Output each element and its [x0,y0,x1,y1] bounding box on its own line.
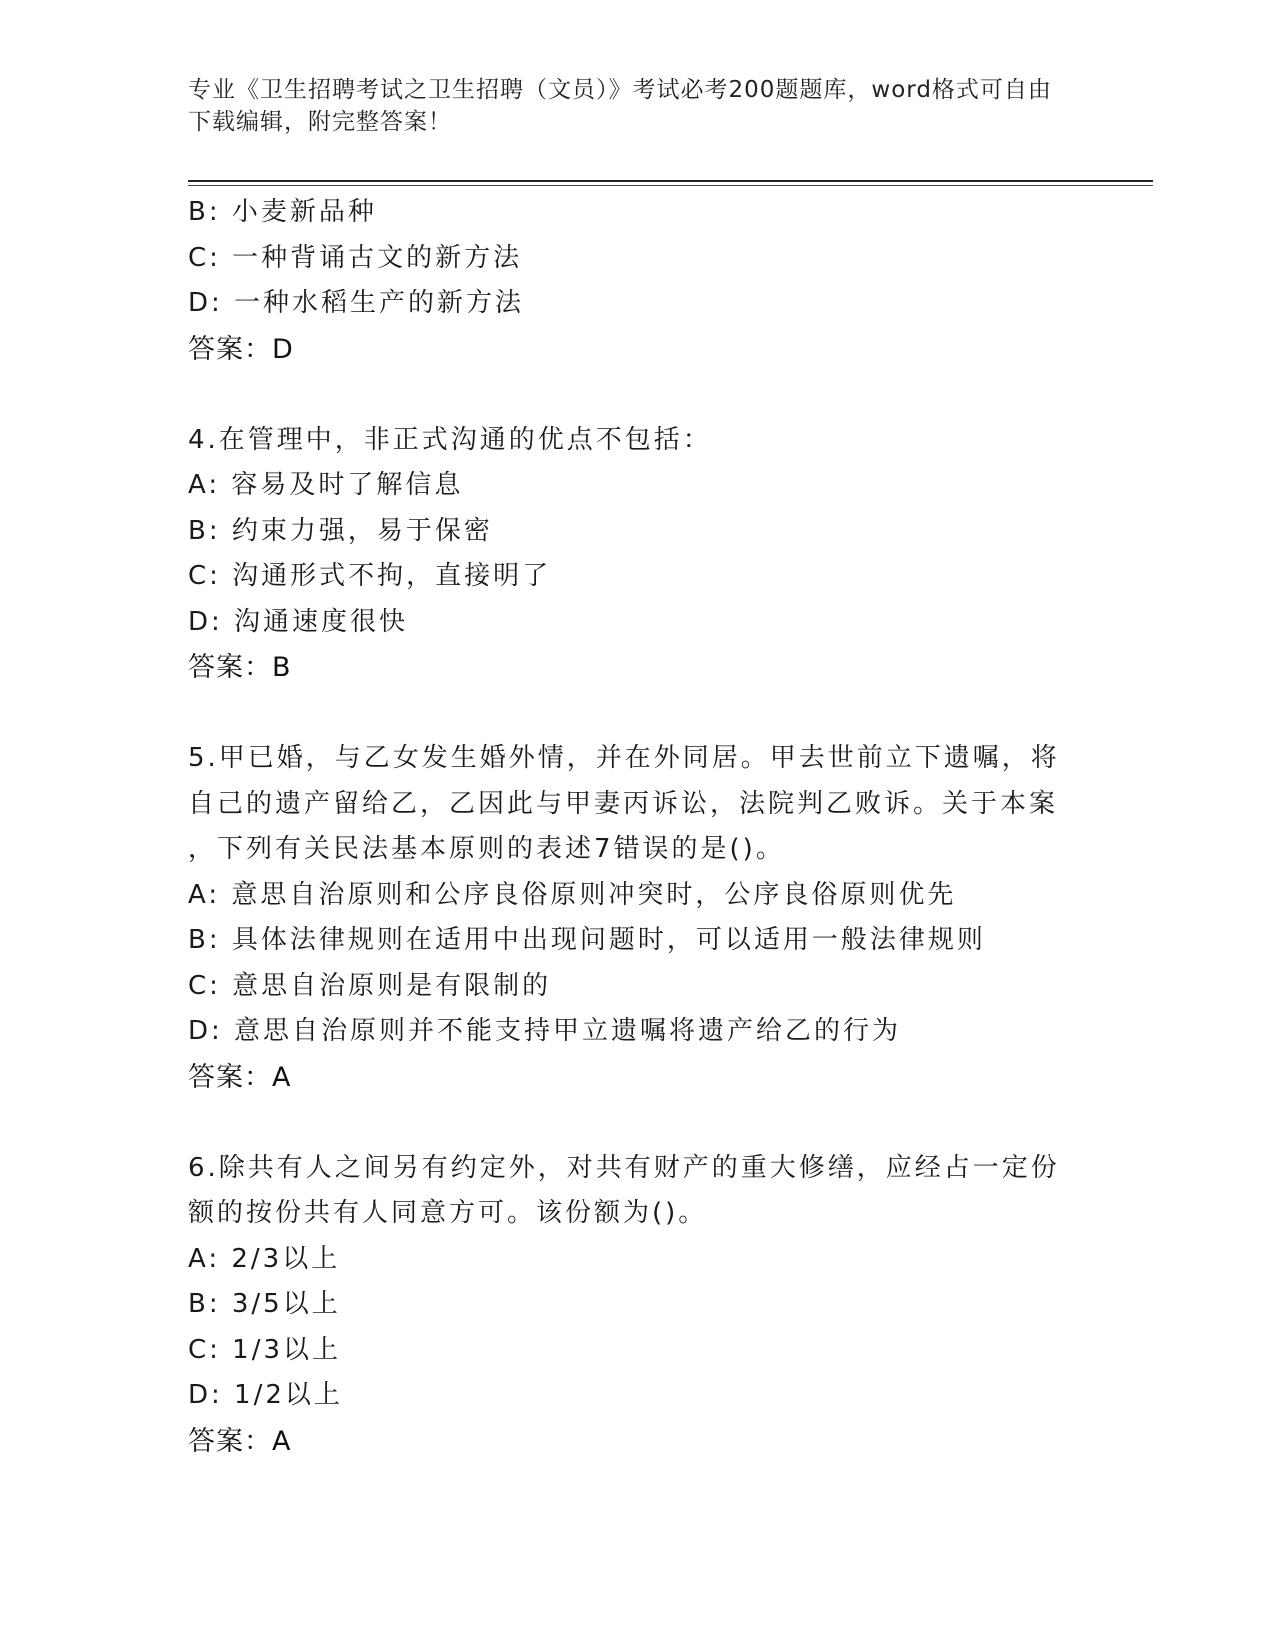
answer-line: 答案：D [188,333,294,365]
question-stem-line-1: 6.除共有人之间另有约定外，对共有财产的重大修缮，应经占一定份 [188,1152,1060,1183]
option-b: B: 3/5以上 [188,1289,341,1319]
header-divider-thick [188,180,1153,182]
question-6 [188,1146,1088,1465]
question-stem-line-2: 自己的遗产留给乙，乙因此与甲妻丙诉讼，法院判乙败诉。关于本案 [188,788,1059,819]
question-4 [188,418,1088,691]
spacer [188,372,1088,418]
spacer [188,1100,1088,1146]
header-divider-thin [188,185,1153,186]
question-content [188,190,1088,1464]
option-d: D: 一种水稻生产的新方法 [188,288,525,318]
answer-line: 答案：A [188,1061,292,1093]
option-d: D: 意思自治原则并不能支持甲立遗嘱将遗产给乙的行为 [188,1016,902,1046]
question-stem-line-2: 额的按份共有人同意方可。该份额为()。 [188,1198,708,1228]
option-b: B: 小麦新品种 [188,197,377,227]
option-a: A: 容易及时了解信息 [188,470,464,500]
option-c: C: 意思自治原则是有限制的 [188,970,552,1001]
option-a: A: 意思自治原则和公序良俗原则冲突时，公序良俗原则优先 [188,879,957,910]
question-3-continued [188,190,1088,372]
option-c: C: 1/3以上 [188,1334,342,1365]
question-5 [188,736,1088,1100]
question-stem-line-3: ，下列有关民法基本原则的表述7错误的是()。 [188,834,785,864]
question-stem-line-1: 5.甲已婚，与乙女发生婚外情，并在外同居。甲去世前立下遗嘱，将 [188,743,1060,773]
option-a: A: 2/3以上 [188,1243,341,1274]
answer-line: 答案：B [188,652,292,683]
option-b: B: 约束力强，易于保密 [188,515,493,546]
question-stem: 4.在管理中，非正式沟通的优点不包括： [188,424,712,455]
option-b: B: 具体法律规则在适用中出现问题时，可以适用一般法律规则 [188,925,986,955]
answer-line: 答案：A [188,1425,292,1457]
option-c: C: 沟通形式不拘，直接明了 [188,561,552,591]
option-d: D: 1/2以上 [188,1380,343,1410]
spacer [188,691,1088,737]
option-c: C: 一种背诵古文的新方法 [188,242,523,273]
option-d: D: 沟通速度很快 [188,606,409,637]
document-header: 专业《卫生招聘考试之卫生招聘（文员）》考试必考200题题库，word格式可自由下载编辑，附完整答案！ [188,77,1052,135]
